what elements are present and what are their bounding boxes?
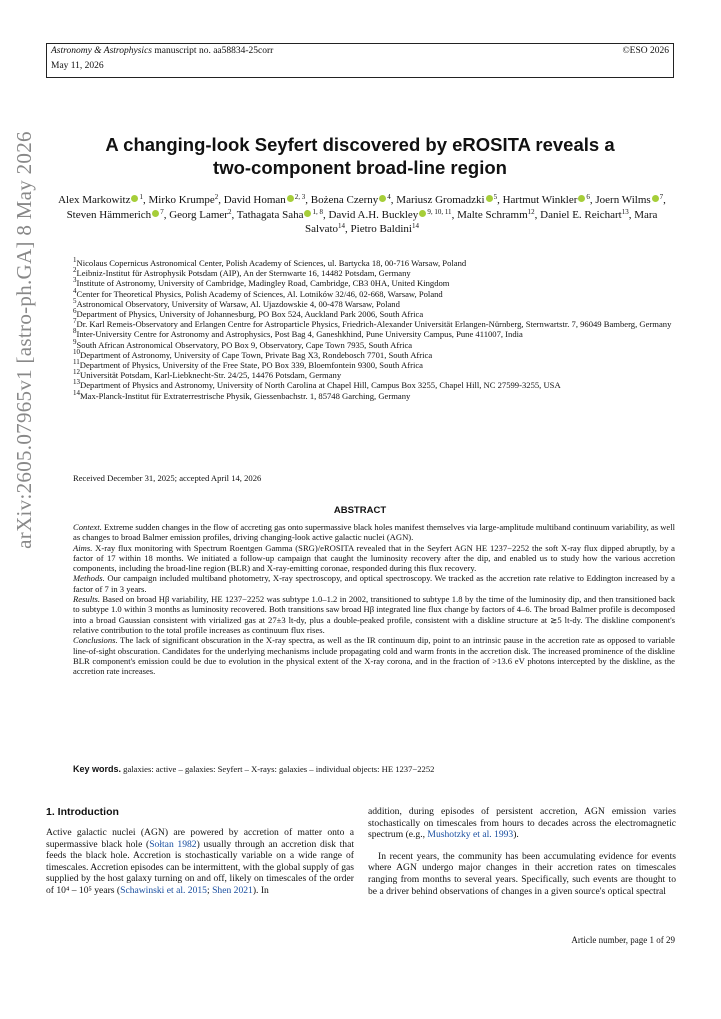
abstract-section — [73, 573, 675, 594]
abstract-section-text: The lack of significant obscuration in the X-ray spectra, as well as the IR continuum dip, point to an intrinsic pause in the accretion rate as opposed to variable line-of-sight obscuration. Candidates for the underlying mechanisms include propagating cold and warm fronts in the accretion disk. The increased prominence of the diskline BLR component's emission could be due to evolution in the physical extent of the X-ray corona, and in the fraction of >13.6 eV photons intercepted by the diskline, as the accretion rate increases. — [73, 635, 675, 677]
affiliation-text: Department of Physics, University of the Free State, PO Box 339, Bloemfontein 9300, South Africa — [79, 360, 423, 371]
orcid-icon[interactable] — [419, 210, 426, 217]
abstract-section-text: Extreme sudden changes in the flow of accreting gas onto supermassive black holes manifest themselves via large-amplitude multiband continuum variability, as well as changes to broad Balmer emission profiles, driving changing-look active galactic nuclei (AGN). — [73, 522, 675, 543]
citation-link[interactable]: Sołtan 1982 — [149, 838, 197, 850]
abstract-section — [73, 635, 675, 676]
abstract-heading: ABSTRACT — [333, 505, 387, 516]
page-footer: Article number, page 1 of 29 — [571, 935, 675, 945]
abstract-section-label: Aims. — [73, 542, 93, 553]
orcid-icon[interactable] — [486, 195, 493, 202]
affiliation — [73, 347, 675, 360]
author-affil-mark: 4 — [387, 193, 391, 201]
intro-paragraph-1 — [46, 827, 354, 897]
arxiv-stamp: arXiv:2605.07965v1 [astro-ph.GA] 8 May 2026 — [12, 131, 36, 549]
affiliation — [73, 268, 675, 278]
body-text: Active galactic nuclei (AGN) are powered by accretion of matter onto a supermassive black hole ( — [46, 827, 354, 850]
affiliation-number: 9 — [73, 337, 77, 346]
orcid-icon[interactable] — [304, 210, 311, 217]
affiliation — [73, 329, 675, 339]
affiliation — [73, 360, 675, 370]
abstract-section-text: Based on broad Hβ variability, HE 1237−2252 was subtype 1.0–1.2 in 2002, transitioned to subtype 1.8 by the time of the luminosity dip, and then transitioned back to subtype 1.0 within 3 months as luminosity recovered. Both transitions saw broad Hβ integrated line flux change by factors of 4–6. The broad Balmer profile is decomposed into a broad Gaussian consistent with virialized gas at 27±3 lt-dy, plus a double-peaked profile, consistent with a diskline structure at ≳5 lt-dy. The diskline component's relative contribution to the total profile increases as continuum flux rises. — [73, 594, 675, 635]
body-text: ). — [513, 829, 519, 841]
author-name: Bożena Czerny — [310, 194, 379, 206]
author-affil-mark: 6 — [586, 193, 590, 201]
affiliation-number: 2 — [73, 266, 77, 275]
orcid-icon[interactable] — [152, 210, 159, 217]
author-name: Daniel E. Reichart — [540, 208, 622, 221]
affiliation-text: South African Astronomical Observatory, PO Box 9, Observatory, Cape Town 7935, South Africa — [76, 339, 413, 350]
citation-link[interactable]: Schawinski et al. 2015 — [120, 884, 207, 896]
affiliation-text: Department of Physics and Astronomy, University of North Carolina at Chapel Hill, Campus Box 3255, Chapel Hill, NC 27599-3255, USA — [80, 380, 561, 391]
orcid-icon[interactable] — [379, 195, 386, 202]
paper-title: A changing-look Seyfert discovered by eROSITA reveals a two-component broad-line region — [105, 134, 615, 178]
keywords: Key words. galaxies: active – galaxies: Seyfert – X-rays: galaxies – individual objects: HE 1237−2252 — [73, 764, 435, 774]
running-header — [46, 43, 674, 78]
author-affil-mark: 2, 3 — [294, 193, 306, 201]
affiliation-text: Department of Astronomy, University of Cape Town, Private Bag X3, Rondebosch 7701, South Africa — [80, 349, 433, 360]
author-name: Georg Lamer — [169, 208, 228, 221]
abstract-body — [73, 522, 675, 676]
intro-column-right — [368, 806, 676, 897]
affiliation — [73, 296, 675, 309]
author-name: Steven Hämmerich — [66, 208, 152, 221]
abstract-section — [73, 594, 675, 635]
affiliation-number: 10 — [73, 347, 80, 356]
affiliation-number: 13 — [73, 378, 80, 387]
author-affil-mark: 7 — [160, 207, 164, 216]
author-name: David Homan — [223, 194, 286, 206]
intro-paragraph-2: In recent years, the community has been accumulating evidence for events where AGN undergo major changes in their accretion rates on timescales ranging from months to several years. Specifically, such events are thought to be a driver behind observations of changes in a given source's optical spectral — [368, 850, 676, 897]
affiliation-text: Nicolaus Copernicus Astronomical Center, Polish Academy of Sciences, ul. Bartycka 18, 00-716 Warsaw, Poland — [76, 258, 467, 268]
author-name: Mara Salvato — [305, 208, 658, 235]
author-name: Alex Markowitz — [58, 194, 131, 206]
intro-column-left — [46, 827, 354, 897]
received-dates: Received December 31, 2025; accepted April 14, 2026 — [73, 473, 262, 483]
affiliation-number: 5 — [73, 296, 77, 305]
author-name: Tathagata Saha — [236, 208, 304, 221]
author-affil-mark: 13 — [621, 207, 629, 216]
affiliation-number: 3 — [73, 276, 77, 285]
author-affil-mark: 1, 8 — [312, 207, 323, 216]
affiliation-text: Inter-University Centre for Astronomy and Astrophysics, Post Bag 4, Ganeshkhind, Pune University Campus, Pune 411007, India — [76, 329, 523, 340]
orcid-icon[interactable] — [652, 195, 659, 202]
author-name: Mariusz Gromadzki — [396, 194, 485, 206]
author-name: Mirko Krumpe — [148, 194, 215, 206]
affiliation — [73, 309, 675, 319]
affiliation-text: Department of Physics, University of Johannesburg, PO Box 524, Auckland Park 2006, South Africa — [76, 309, 424, 320]
affiliation-number: 4 — [73, 286, 77, 295]
affiliation-number: 12 — [73, 368, 80, 377]
affiliation-list — [73, 258, 675, 401]
author-affil-mark: 9, 10, 11 — [427, 207, 452, 216]
affiliation-number: 8 — [73, 327, 77, 336]
body-text: addition, during episodes of persistent accretion, AGN emission varies stochastically on timescales from hours to decades across the electromagnetic spectrum (e.g., — [368, 806, 676, 841]
abstract-section-label: Conclusions. — [73, 635, 118, 646]
affiliation-text: Universität Potsdam, Karl-Liebknecht-Str. 24/25, 14476 Potsdam, Germany — [80, 370, 342, 381]
affiliation-text: Astronomical Observatory, University of Warsaw, Al. Ujazdowskie 4, 00-478 Warsaw, Poland — [76, 298, 400, 309]
author-affil-mark: 5 — [493, 193, 498, 201]
affiliation-number: 14 — [73, 388, 80, 397]
affiliation — [73, 337, 675, 350]
author-affil-mark: 2 — [214, 193, 219, 201]
header-date: May 11, 2026 — [51, 61, 104, 71]
author-affil-mark: 7 — [659, 193, 664, 201]
copyright: ©ESO 2026 — [622, 46, 669, 56]
orcid-icon[interactable] — [578, 195, 585, 202]
affiliation-number: 6 — [73, 307, 77, 316]
body-text: ) usually through an accretion disk that feeds the black hole. Accretion is stochastically variable on a wide range of timescales. Accretion episodes can be intermittent, with the global supply of gas supplied by the host galaxy turning on and off, likely on timescales of the order of 10⁴ – 10⁵ years ( — [46, 838, 355, 896]
affiliation — [73, 286, 675, 299]
abstract-section-label: Methods. — [73, 573, 105, 584]
affiliation — [73, 258, 675, 268]
author-affil-mark: 14 — [411, 222, 419, 230]
author-affil-mark: 2 — [227, 207, 232, 216]
author-name: David A.H. Buckley — [328, 208, 419, 221]
orcid-icon[interactable] — [131, 195, 138, 202]
author-affil-mark: 12 — [527, 207, 535, 216]
abstract-section — [73, 543, 675, 574]
abstract-section — [73, 522, 675, 543]
affiliation-text: Dr. Karl Remeis-Observatory and Erlangen Centre for Astroparticle Physics, Friedrich-Alexander Universität Erlangen-Nürnberg, Sternwartstr. 7, 96049 Bamberg, Germany — [76, 319, 672, 330]
affiliation-number: 11 — [73, 358, 80, 367]
affiliation — [73, 319, 675, 329]
author-name: Pietro Baldini — [350, 223, 412, 235]
affiliation-text: Leibniz-Institut für Astrophysik Potsdam (AIP), An der Sternwarte 16, 14482 Potsdam, Germany — [76, 268, 411, 279]
author-name: Hartmut Winkler — [502, 194, 578, 206]
affiliation-number: 7 — [73, 317, 77, 326]
affiliation-number: 1 — [73, 256, 77, 264]
journal-line: Astronomy & Astrophysics manuscript no. aa58834-25corr — [51, 46, 274, 56]
affiliation — [73, 278, 675, 288]
affiliation — [73, 370, 675, 380]
author-name: Malte Schramm — [457, 208, 528, 221]
affiliation-text: Center for Theoretical Physics, Polish Academy of Sciences, Al. Lotników 32/46, 02-668, Warsaw, Poland — [76, 288, 443, 299]
author-name: Joern Wilms — [595, 194, 651, 206]
citation-link[interactable]: Mushotzky et al. 1993 — [427, 829, 514, 841]
affiliation — [73, 380, 675, 390]
abstract-section-text: X-ray flux monitoring with Spectrum Roentgen Gamma (SRG)/eROSITA revealed that in the Seyfert AGN HE 1237−2252 the soft X-ray flux dipped abruptly, by a factor of 17 within 18 months. We initiated a follow-up campaign that caught the luminosity recovery after the dip, and enabled us to study how the various accretion components, including the broad-line region (BLR) and X-ray-emitting coronae, responded during this flux recovery. — [73, 542, 675, 574]
affiliation — [73, 388, 675, 401]
affiliation-text: Institute of Astronomy, University of Cambridge, Madingley Road, Cambridge, CB3 0HA, United Kingdom — [76, 278, 450, 289]
body-text: ). In — [252, 884, 269, 896]
author-list: Alex Markowitz $^1$, Mirko Krumpe$^2$, David Homan $^{2, 3}$, Bożena Czerny $^4$, Mariusz Gromadzki $^5$, Hartmut Winkler $^6$, Joern Wilms $^7$, Steven Hämmerich $^7$, Georg Lamer$^2$, Tathagata Saha $^{1, 8}$, David A.H. Buckley $^{9, 10, 11}$, Malte Schramm$^{12}$, Daniel E. Reichart$^{13}$, Mara Salvato$^{14}$, Pietro Baldini$^{14}$ — [58, 193, 666, 235]
body-text: ; — [206, 884, 213, 896]
affiliation-text: Max-Planck-Institut für Extraterrestrische Physik, Giessenbachstr. 1, 85748 Garching, Germany — [80, 390, 411, 401]
author-affil-mark: 14 — [338, 222, 346, 230]
citation-link[interactable]: Shen 2021 — [212, 884, 253, 896]
section-heading-introduction: 1. Introduction — [46, 806, 119, 818]
abstract-section-label: Context. — [73, 522, 102, 532]
abstract-section-label: Results. — [73, 594, 100, 605]
author-affil-mark: 1 — [139, 193, 143, 201]
abstract-section-text: Our campaign included multiband photometry, X-ray spectroscopy, and optical spectroscopy. We tracked as the accretion rate relative to Eddington increased by a factor of 7 in 3 years. — [73, 573, 675, 594]
orcid-icon[interactable] — [287, 195, 294, 202]
intro-paragraph-1-cont — [368, 806, 676, 841]
